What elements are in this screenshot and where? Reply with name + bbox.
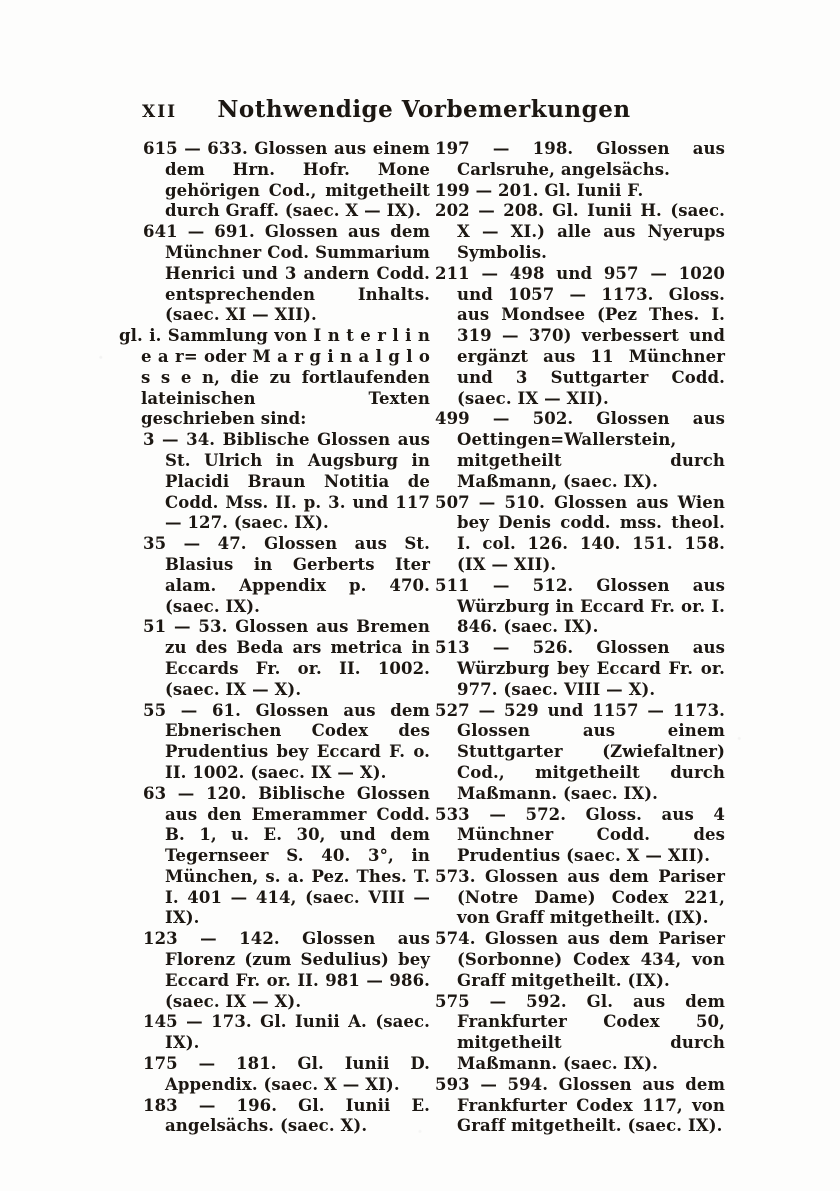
- entry: 511 — 512. Glossen aus Würzburg in Eccard Fr. or. I. 846. (saec. IX).: [435, 575, 725, 637]
- entry: 63 — 120. Biblische Glossen aus den Emerammer Codd. B. 1, u. E. 30, und dem Tegernseer S. 40. 3°, in München, s. a. Pez. Thes. T. I. 401 — 414, (saec. VIII — IX).: [143, 783, 430, 928]
- entry: 55 — 61. Glossen aus dem Ebnerischen Codex des Prudentius bey Eccard F. o. II. 1002. (saec. IX — X).: [143, 700, 430, 782]
- page-number: XII: [142, 102, 178, 122]
- entry: 573. Glossen aus dem Pariser (Notre Dame) Codex 221, von Graff mitgetheilt. (IX).: [435, 866, 725, 928]
- entry: 574. Glossen aus dem Pariser (Sorbonne) Codex 434, von Graff mitgetheilt. (IX).: [435, 929, 725, 990]
- entry: 199 — 201. Gl. Iunii F.: [435, 180, 644, 200]
- entry: 513 — 526. Glossen aus Würzburg bey Eccard Fr. or. 977. (saec. VIII — X).: [435, 638, 725, 699]
- entry: 175 — 181. Gl. Iunii D. Appendix. (saec. X — XI).: [143, 1054, 430, 1094]
- entry: 3 — 34. Biblische Glossen aus St. Ulrich in Augsburg in Placidi Braun Notitia de Codd. Mss. II. p. 3. und 117 — 127. (saec. IX).: [143, 430, 430, 533]
- right-column: [435, 139, 725, 1137]
- entry: 51 — 53. Glossen aus Bremen zu des Beda ars metrica in Eccards Fr. or. II. 1002. (saec. IX — X).: [143, 617, 430, 699]
- entry: 145 — 173. Gl. Iunii A. (saec. IX).: [143, 1012, 430, 1053]
- entry: 527 — 529 und 1157 — 1173. Glossen aus einem Stuttgarter (Zwiefaltner) Cod., mitgetheilt durch Maßmann. (saec. IX).: [435, 700, 725, 803]
- entry: 533 — 572. Gloss. aus 4 Münchner Codd. des Prudentius (saec. X — XII).: [435, 804, 725, 866]
- page-header: [120, 96, 728, 126]
- entry: 593 — 594. Glossen aus dem Frankfurter Codex 117, von Graff mitgetheilt. (saec. IX).: [435, 1074, 725, 1136]
- entry: 615 — 633. Glossen aus einem dem Hrn. Hofr. Mone gehörigen Cod., mitgetheilt durch Graff. (saec. X — IX).: [143, 139, 430, 221]
- entry: 575 — 592. Gl. aus dem Frankfurter Codex 50, mitgetheilt durch Maßmann. (saec. IX).: [435, 991, 725, 1074]
- entry: 197 — 198. Glossen aus Carlsruhe, angelsächs.: [435, 139, 725, 179]
- entry: 211 — 498 und 957 — 1020 und 1057 — 1173. Gloss. aus Mondsee (Pez Thes. I. 319 — 370) verbessert und ergänzt aus 11 Münchner und 3 Suttgarter Codd. (saec. IX — XII).: [435, 263, 725, 408]
- entry: 499 — 502. Glossen aus Oettingen=Wallerstein, mitgetheilt durch Maßmann, (saec. IX).: [435, 409, 725, 491]
- entry: 641 — 691. Glossen aus dem Münchner Cod. Summarium Henrici und 3 andern Codd. entsprechenden Inhalts. (saec. XI — XII).: [143, 222, 430, 325]
- left-column: [119, 139, 430, 1137]
- entry: 123 — 142. Glossen aus Florenz (zum Sedulius) bey Eccard Fr. or. II. 981 — 986. (saec. IX — X).: [143, 929, 430, 1011]
- entry: 202 — 208. Gl. Iunii H. (saec. X — XI.) alle aus Nyerups Symbolis.: [435, 201, 725, 262]
- entry: 35 — 47. Glossen aus St. Blasius in Gerberts Iter alam. Appendix p. 470. (saec. IX).: [143, 534, 430, 616]
- page-title: Nothwendige Vorbemerkungen: [217, 96, 631, 123]
- entry: 183 — 196. Gl. Iunii E. angelsächs. (saec. X).: [143, 1095, 430, 1136]
- entry: gl. i. Sammlung von I n t e r l i n e a r= oder M a r g i n a l g l o s s e n, die zu fortlaufenden lateinischen Texten geschrieben sind:: [119, 326, 430, 429]
- entry: 507 — 510. Glossen aus Wien bey Denis codd. mss. theol. I. col. 126. 140. 151. 158. (IX — XII).: [435, 492, 725, 574]
